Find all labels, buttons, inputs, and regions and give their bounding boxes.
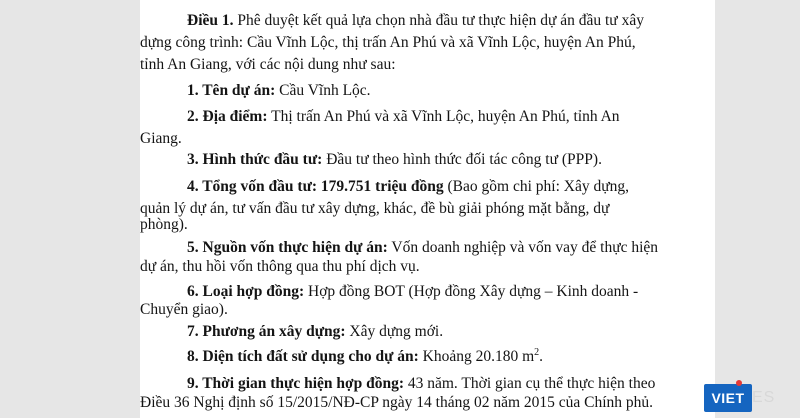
item-1-label: 1. Tên dự án: [187,82,276,99]
item-2-line-1 [187,107,620,127]
document-page [140,0,715,418]
item-5-line-2: dự án, thu hồi vốn thông qua thu phí dịch vụ. [140,258,420,275]
item-3 [187,150,602,170]
item-5-line-1 [187,238,658,258]
item-4-line-1 [187,177,629,197]
item-4-line-3: phòng). [140,216,188,233]
item-8-value: Khoảng 20.180 m [418,348,535,365]
logo-watermark-tail: ES [752,389,776,406]
item-9-line-2: Điều 36 Nghị định số 15/2015/NĐ-CP ngày 14 tháng 02 năm 2015 của Chính phủ. [140,394,654,411]
item-6-label: 6. Loại hợp đồng: [187,283,305,300]
item-8-end: . [539,348,544,365]
vietnames-logo: VIET [704,384,752,412]
item-3-label: 3. Hình thức đầu tư: [187,151,323,168]
right-margin-bar [715,0,800,418]
item-9-line-1 [187,374,655,394]
item-7 [187,322,443,342]
item-7-value: Xây dựng mới. [345,323,444,340]
item-5-label: 5. Nguồn vốn thực hiện dự án: [187,239,388,256]
item-2-value-1: Thị trấn An Phú và xã Vĩnh Lộc, huyện An Phú, tỉnh An [267,108,620,125]
article-1-line-3: tỉnh An Giang, với các nội dung như sau: [140,56,396,73]
item-6-value-1: Hợp đồng BOT (Hợp đồng Xây dựng – Kinh doanh - [304,283,639,300]
item-7-label: 7. Phương án xây dựng: [187,323,346,340]
item-6-line-2: Chuyển giao). [140,301,228,318]
article-1-heading: Điều 1. [187,12,234,29]
item-4-line-2: quản lý dự án, tư vấn đầu tư xây dựng, khác, đề bù giải phóng mặt bằng, dự [140,200,610,217]
item-1-value: Cầu Vĩnh Lộc. [275,82,371,99]
item-4-label: 4. Tổng vốn đầu tư: 179.751 triệu đồng [187,178,444,195]
item-2-label: 2. Địa điểm: [187,108,268,125]
item-5-value-1: Vốn doanh nghiệp và vốn vay để thực hiện [387,239,659,256]
left-margin-bar [0,0,140,418]
item-8-superscript: 2 [534,346,540,358]
article-1-line-2: dựng công trình: Cầu Vĩnh Lộc, thị trấn An Phú và xã Vĩnh Lộc, huyện An Phú, [140,34,636,51]
item-8 [187,347,543,367]
item-1 [187,81,371,101]
item-3-value: Đầu tư theo hình thức đối tác công tư (PPP). [322,151,602,168]
item-2-line-2: Giang. [140,130,182,147]
article-1-line-1 [187,11,644,31]
item-9-value-1: 43 năm. Thời gian cụ thể thực hiện theo [404,375,656,392]
item-6-line-1 [187,282,638,302]
item-9-label: 9. Thời gian thực hiện hợp đồng: [187,375,404,392]
item-4-value-1: (Bao gồm chi phí: Xây dựng, [443,178,629,195]
article-1-text-1: Phê duyệt kết quả lựa chọn nhà đầu tư thực hiện dự án đầu tư xây [233,12,644,29]
logo-accent-dot [736,380,742,386]
item-8-label: 8. Diện tích đất sử dụng cho dự án: [187,348,419,365]
